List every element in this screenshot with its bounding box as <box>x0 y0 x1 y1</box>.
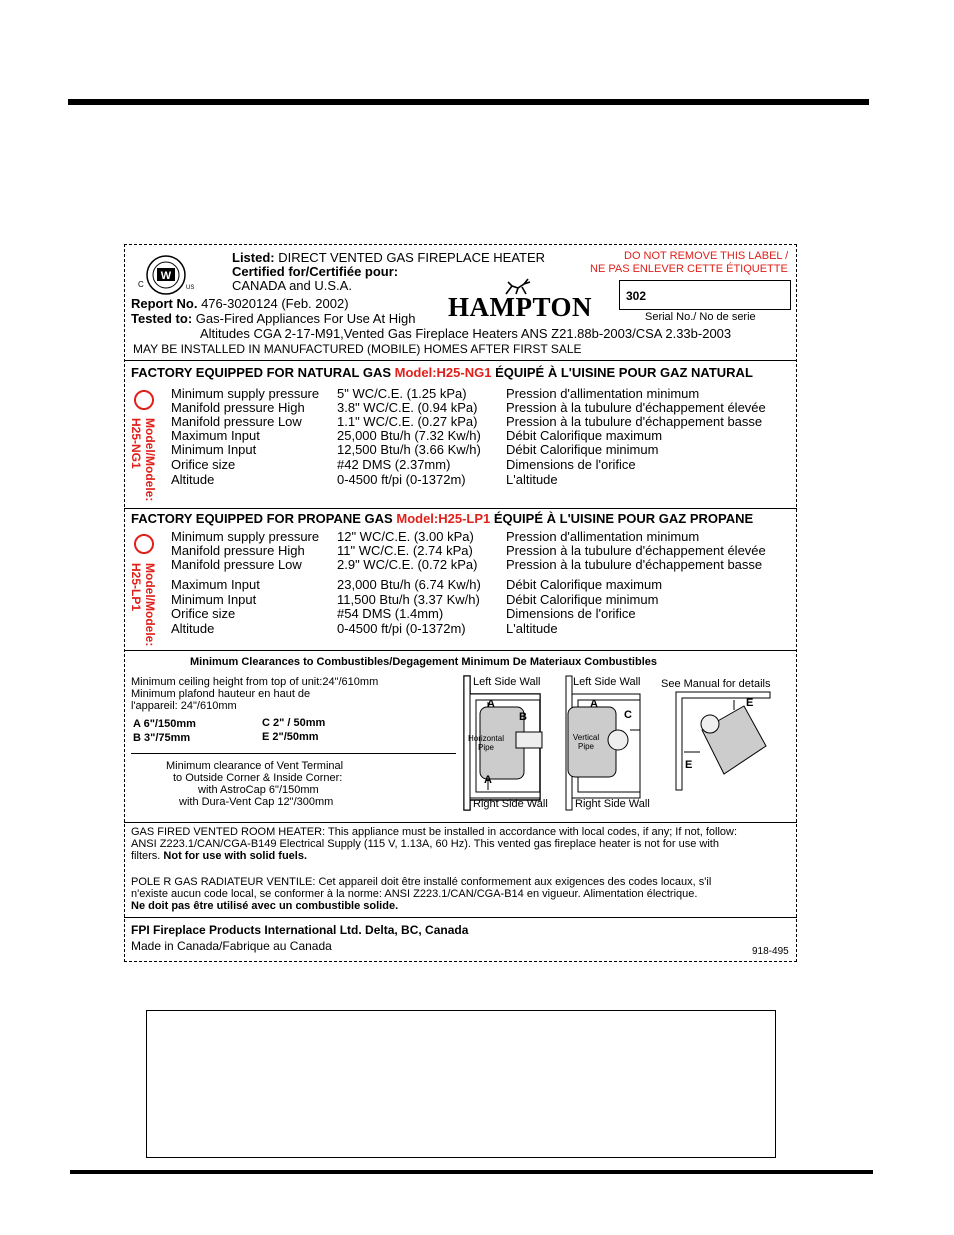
natural-spec-val: 12,500 Btu/h (3.66 Kw/h) <box>337 442 481 457</box>
divider-2 <box>124 508 797 509</box>
natural-spec-en: Minimum Input <box>171 442 257 457</box>
company-name: FPI Fireplace Products International Ltd. Delta, BC, Canada <box>131 923 469 937</box>
tested-line <box>131 311 415 326</box>
propane-vertical-label: Model/Modele: <box>143 563 157 647</box>
natural-check-circle <box>134 390 154 410</box>
propane-title-fr: ÉQUIPÉ À L'UISINE POUR GAZ PROPANE <box>493 511 754 526</box>
diagram-a-top-2: A <box>590 698 598 710</box>
right-wall-label-2: Right Side Wall <box>575 798 650 810</box>
clearance-subdivider <box>131 753 456 754</box>
ceiling-line-3: l'appareil: 24"/610mm <box>131 700 237 712</box>
propane-spec-val: 2.9" WC/C.E. (0.72 kPa) <box>337 557 478 572</box>
natural-spec-en: Manifold pressure High <box>171 400 305 415</box>
svg-text:C: C <box>138 280 144 289</box>
natural-spec-fr: Débit Calorifique minimum <box>506 442 659 457</box>
diagram-e-bottom: E <box>685 759 693 771</box>
blank-note-box <box>146 1010 776 1158</box>
natural-spec-val: #42 DMS (2.37mm) <box>337 457 451 472</box>
natural-spec-fr: Pression d'allimentation minimum <box>506 386 700 401</box>
propane-spec-val: 11,500 Btu/h (3.37 Kw/h) <box>337 592 480 607</box>
propane-spec-fr: Pression d'allimentation minimum <box>506 529 700 544</box>
hampton-logo: HAMPTON <box>448 292 592 322</box>
clearance-e: E 2"/50mm <box>262 731 319 743</box>
svg-text:US: US <box>186 285 195 291</box>
natural-spec-en: Manifold pressure Low <box>171 414 302 429</box>
natural-spec-fr: Débit Calorifique maximum <box>506 428 663 443</box>
natural-spec-en: Maximum Input <box>171 428 260 443</box>
warning-en-3-line <box>131 850 307 862</box>
natural-title: FACTORY EQUIPPED FOR NATURAL GAS <box>131 365 392 380</box>
ceiling-line-1: Minimum ceiling height from top of unit:24"/610mm <box>131 676 379 688</box>
tested-label: Tested to: <box>131 311 193 326</box>
propane-spec-fr: Pression à la tubulure d'échappement élevée <box>506 543 766 558</box>
certification-mark-icon <box>135 254 197 296</box>
natural-spec-fr: Pression à la tubulure d'échappement basse <box>506 414 763 429</box>
bottom-rule <box>70 1170 873 1174</box>
propane-spec-en: Maximum Input <box>171 577 260 592</box>
vent-line-4: with Dura-Vent Cap 12"/300mm <box>179 796 334 808</box>
warning-en-1: GAS FIRED VENTED ROOM HEATER: This appliance must be installed in accordance with local codes, if any; If not, follow: <box>131 826 738 838</box>
warning-fr-3: Ne doit pas être utilisé avec un combustible solide. <box>131 900 399 912</box>
natural-spec-en: Altitude <box>171 472 215 487</box>
listed-value: DIRECT VENTED GAS FIREPLACE HEATER <box>278 250 546 265</box>
propane-spec-en: Minimum Input <box>171 592 257 607</box>
natural-spec-en: Orifice size <box>171 457 236 472</box>
propane-spec-fr: Débit Calorifique minimum <box>506 592 659 607</box>
propane-check-circle <box>134 534 154 554</box>
propane-spec-en: Minimum supply pressure <box>171 529 320 544</box>
serial-value: 302 <box>626 289 647 303</box>
diagram-a-bottom: A <box>484 774 492 786</box>
propane-spec-val: #54 DMS (1.4mm) <box>337 606 444 621</box>
made-in: Made in Canada/Fabrique au Canada <box>131 939 332 953</box>
vertical-pipe-label: Vertical Pipe <box>572 733 600 751</box>
propane-title-line <box>131 511 753 526</box>
do-not-remove-2: NE PAS ENLEVER CETTE ÉTIQUETTE <box>590 263 788 275</box>
propane-spec-val: 12" WC/C.E. (3.00 kPa) <box>337 529 474 544</box>
propane-spec-fr: Pression à la tubulure d'échappement basse <box>506 557 763 572</box>
natural-spec-val: 1.1" WC/C.E. (0.27 kPa) <box>337 414 478 429</box>
natural-spec-val: 3.8" WC/C.E. (0.94 kPa) <box>337 400 478 415</box>
propane-spec-en: Manifold pressure Low <box>171 557 302 572</box>
vent-line-1: Minimum clearance of Vent Terminal <box>166 760 344 772</box>
see-manual-label: See Manual for details <box>661 678 771 690</box>
natural-spec-val: 25,000 Btu/h (7.32 Kw/h) <box>337 428 481 443</box>
vent-line-3: with AstroCap 6"/150mm <box>198 784 319 796</box>
report-label: Report No. <box>131 296 198 311</box>
natural-spec-val: 5" WC/C.E. (1.25 kPa) <box>337 386 467 401</box>
propane-spec-en: Altitude <box>171 621 215 636</box>
divider-1 <box>124 360 797 361</box>
natural-model: Model:H25-NG1 <box>394 365 492 380</box>
propane-spec-fr: Dimensions de l'orifice <box>506 606 636 621</box>
warning-en-3-bold: Not for use with solid fuels. <box>163 850 308 862</box>
listed-label: Listed: <box>232 250 275 265</box>
clearances-title: Minimum Clearances to Combustibles/Degagement Minimum De Materiaux Combustibles <box>190 656 657 668</box>
vent-line-2: to Outside Corner & Inside Corner: <box>173 772 343 784</box>
diagram-a-top-1: A <box>487 698 495 710</box>
propane-spec-val: 11" WC/C.E. (2.74 kPa) <box>337 543 473 558</box>
corner-diagram <box>674 690 778 792</box>
natural-spec-val: 0-4500 ft/pi (0-1372m) <box>337 472 466 487</box>
natural-vertical-model: H25-NG1 <box>129 418 143 469</box>
natural-spec-en: Minimum supply pressure <box>171 386 320 401</box>
horizontal-pipe-label: Horizontal Pipe <box>467 734 504 752</box>
propane-title: FACTORY EQUIPPED FOR PROPANE GAS <box>131 511 393 526</box>
warning-en-2: ANSI Z223.1/CAN/CGA-B149 Electrical Supply (115 V, 1.13A, 60 Hz). This vented gas fireplace heater is not for use with <box>131 838 719 850</box>
clearance-c: C 2" / 50mm <box>262 717 326 729</box>
propane-spec-val: 0-4500 ft/pi (0-1372m) <box>337 621 466 636</box>
propane-spec-fr: L'altitude <box>506 621 558 636</box>
mobile-note: MAY BE INSTALLED IN MANUFACTURED (MOBILE) HOMES AFTER FIRST SALE <box>133 342 582 356</box>
tested-line-1: Gas-Fired Appliances For Use At High <box>195 311 416 326</box>
warning-fr-2: n'existe aucun code local, se conformer à la norme: ANSI Z223.1/CAN/CGA-B14 en vigueur. Alimentation électrique. <box>131 888 698 900</box>
warning-en-3: filters. <box>131 850 161 862</box>
ceiling-line-2: Minimum plafond hauteur en haut de <box>131 688 311 700</box>
propane-spec-en: Manifold pressure High <box>171 543 305 558</box>
warning-fr-1: POLE R GAS RADIATEUR VENTILE: Cet appareil doit être installé conformement aux exigences des codes locaux, s'il <box>131 876 712 888</box>
divider-3 <box>124 650 797 651</box>
report-value: 476-3020124 (Feb. 2002) <box>201 296 349 311</box>
certified-label: Certified for/Certifiée pour: <box>232 264 399 279</box>
natural-spec-fr: Dimensions de l'orifice <box>506 457 636 472</box>
natural-spec-fr: L'altitude <box>506 472 558 487</box>
part-number: 918-495 <box>752 946 789 957</box>
propane-spec-val: 23,000 Btu/h (6.74 Kw/h) <box>337 577 481 592</box>
report-line <box>131 296 349 311</box>
serial-caption: Serial No./ No de serie <box>645 311 756 323</box>
left-wall-label-1: Left Side Wall <box>473 676 541 688</box>
natural-spec-fr: Pression à la tubulure d'échappement élevée <box>506 400 766 415</box>
diagram-c: C <box>624 709 632 721</box>
right-wall-label-1: Right Side Wall <box>473 798 548 810</box>
propane-vertical-model: H25-LP1 <box>129 563 143 612</box>
natural-title-fr: ÉQUIPÉ À L'UISINE POUR GAZ NATURAL <box>495 365 753 380</box>
do-not-remove-1: DO NOT REMOVE THIS LABEL / <box>624 250 789 262</box>
propane-spec-fr: Débit Calorifique maximum <box>506 577 663 592</box>
left-wall-label-2: Left Side Wall <box>573 676 641 688</box>
certified-value: CANADA and U.S.A. <box>232 278 352 293</box>
divider-4 <box>124 822 797 823</box>
natural-vertical-label: Model/Modele: <box>143 418 157 502</box>
clearance-a: A 6"/150mm <box>133 718 196 730</box>
propane-model: Model:H25-LP1 <box>396 511 491 526</box>
clearance-b: B 3"/75mm <box>133 732 191 744</box>
tested-line-2: Altitudes CGA 2-17-M91,Vented Gas Fireplace Heaters ANS Z21.88b-2003/CSA 2.33b-2003 <box>200 326 732 341</box>
diagram-b: B <box>519 711 527 723</box>
divider-5 <box>124 917 797 918</box>
svg-text:W: W <box>160 270 172 282</box>
natural-title-line <box>131 365 753 380</box>
propane-spec-en: Orifice size <box>171 606 236 621</box>
top-rule <box>68 99 869 105</box>
listed-line <box>232 250 545 265</box>
diagram-e-top: E <box>746 697 754 709</box>
